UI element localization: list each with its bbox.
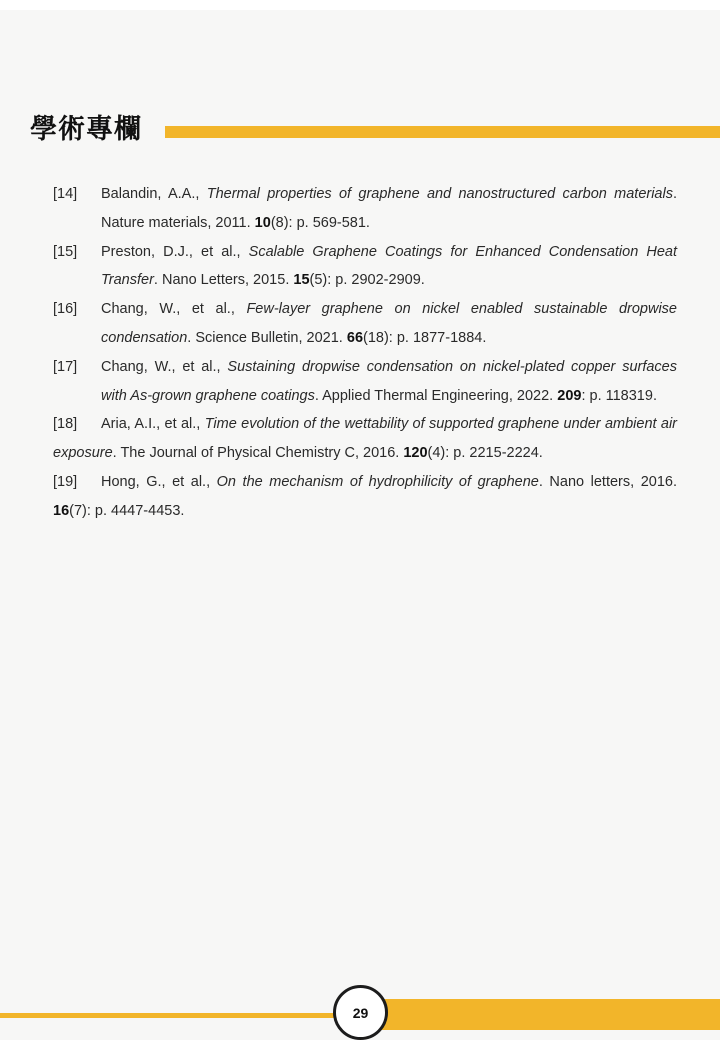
reference-pages: (5): p. 2902-2909. (309, 272, 425, 289)
reference-volume: 16 (53, 502, 70, 519)
section-header (30, 112, 720, 152)
top-margin-strip (0, 0, 720, 10)
page-footer (0, 985, 720, 1040)
reference-item (53, 180, 677, 238)
reference-authors: Chang, W., et al., (101, 301, 235, 318)
reference-journal: . The Journal of Physical Chemistry C, 2016. (112, 445, 400, 462)
reference-text (101, 180, 677, 238)
reference-journal: . Nano letters, 2016. (538, 473, 677, 490)
reference-number: [19] (53, 473, 78, 490)
reference-pages: (4): p. 2215-2224. (427, 445, 543, 462)
reference-authors: Chang, W., et al., (101, 358, 221, 375)
footer-accent-line (0, 1013, 340, 1018)
reference-number: [15] (53, 243, 78, 260)
reference-volume: 66 (346, 329, 364, 346)
reference-journal: . Applied Thermal Engineering, 2022. (314, 387, 554, 404)
reference-authors: Balandin, A.A., (101, 186, 200, 202)
reference-authors: Aria, A.I., et al., (101, 416, 201, 433)
reference-pages: : p. 118319. (581, 387, 657, 404)
reference-volume: 10 (254, 214, 271, 231)
reference-item (53, 353, 677, 411)
reference-list (53, 180, 677, 526)
reference-pages: (8): p. 569-581. (270, 214, 370, 231)
reference-journal: . Nature materials, 2011. (101, 186, 677, 231)
reference-title: Scalable Graphene Coatings for Enhanced Condensation Heat Transfer (101, 243, 677, 289)
header-accent-bar (165, 126, 720, 138)
reference-item (53, 410, 677, 468)
reference-title: Thermal properties of graphene and nanostructured carbon materials (206, 186, 673, 202)
reference-text (101, 238, 677, 296)
reference-authors: Preston, D.J., et al., (101, 243, 241, 260)
reference-title: Sustaining dropwise condensation on nickel-plated copper surfaces with As-grown graphene coatings (101, 358, 677, 404)
reference-authors: Hong, G., et al., (101, 473, 211, 490)
reference-item (53, 238, 677, 296)
reference-volume: 209 (557, 387, 582, 404)
page-number-badge: 29 (333, 985, 388, 1040)
reference-number: [17] (53, 358, 78, 375)
reference-title: Few-layer graphene on nickel enabled sustainable dropwise condensation (101, 301, 677, 346)
reference-item (53, 468, 677, 526)
reference-pages: (18): p. 1877-1884. (363, 329, 487, 346)
reference-number: [14] (53, 186, 78, 202)
reference-journal: . Science Bulletin, 2021. (187, 329, 343, 346)
reference-volume: 120 (403, 445, 428, 462)
reference-title: Time evolution of the wettability of supported graphene under ambient air exposure (53, 416, 678, 462)
reference-volume: 15 (293, 272, 310, 289)
section-title: 學術專欄 (30, 114, 142, 145)
reference-journal: . Nano Letters, 2015. (153, 272, 290, 289)
reference-item (53, 295, 677, 353)
footer-accent-bar (360, 999, 720, 1030)
reference-pages: (7): p. 4447-4453. (69, 502, 185, 519)
reference-number: [18] (53, 416, 78, 433)
reference-number: [16] (53, 301, 78, 318)
reference-text (101, 353, 677, 411)
reference-title: On the mechanism of hydrophilicity of graphene (216, 473, 539, 490)
reference-text (101, 295, 677, 353)
